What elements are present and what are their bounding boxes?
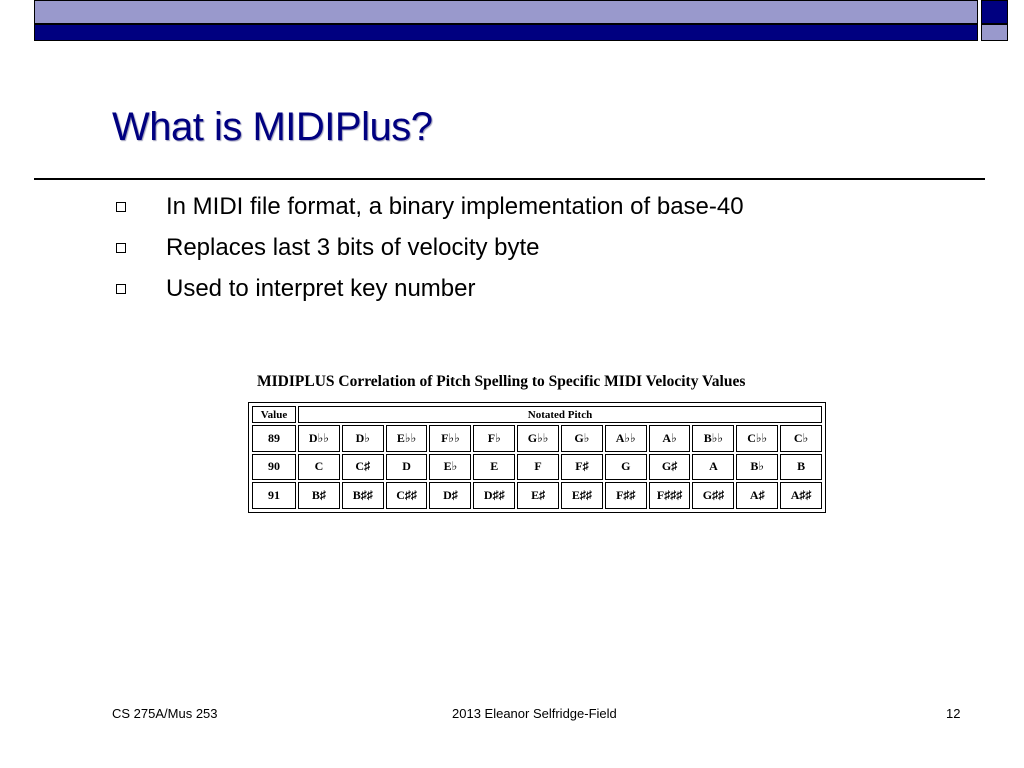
header-corner-dark [981,0,1008,24]
pitch-cell: A♭♭ [605,425,647,452]
pitch-cell: F♭♭ [429,425,471,452]
table-title: MIDIPLUS Correlation of Pitch Spelling to Specific MIDI Velocity Values [257,373,746,390]
table-grid [252,406,822,509]
header-corner-light [981,24,1008,41]
pitch-cell: C♯ [342,454,384,481]
slide-title: What is MIDIPlus? [112,105,433,149]
pitch-cell: B♯♯ [342,482,384,509]
pitch-cell: F [517,454,559,481]
pitch-cell: E♭ [429,454,471,481]
pitch-cell: F♯♯ [605,482,647,509]
square-bullet-icon [116,202,126,212]
pitch-cell: C♯♯ [386,482,428,509]
pitch-cell: F♯ [561,454,603,481]
pitch-cell: B [780,454,822,481]
pitch-cell: D♯♯ [473,482,515,509]
pitch-cell: G♯ [649,454,691,481]
header-value: Value [252,406,296,423]
pitch-cell: B♯ [298,482,340,509]
page-number: 12 [946,706,961,721]
pitch-cell: F♯♯♯ [649,482,691,509]
bullet-list [114,186,744,309]
pitch-cell: C♭ [780,425,822,452]
pitch-cell: A♯♯ [780,482,822,509]
row-value: 90 [252,454,296,481]
pitch-cell: E♯♯ [561,482,603,509]
pitch-cell: D♭♭ [298,425,340,452]
header-notated-pitch: Notated Pitch [298,406,822,423]
footer-credit: 2013 Eleanor Selfridge-Field [452,706,617,721]
pitch-cell: C [298,454,340,481]
pitch-cell: A♯ [736,482,778,509]
pitch-cell: G [605,454,647,481]
bullet-item [114,186,744,227]
pitch-cell: D♯ [429,482,471,509]
pitch-cell: E [473,454,515,481]
bullet-text: In MIDI file format, a binary implementation of base-40 [166,192,744,220]
header-band-dark [34,24,978,41]
pitch-cell: B♭ [736,454,778,481]
bullet-text: Used to interpret key number [166,274,476,302]
footer-course: CS 275A/Mus 253 [112,706,218,721]
pitch-cell: G♯♯ [692,482,734,509]
title-divider [34,178,985,180]
bullet-item [114,268,744,309]
pitch-spelling-table [248,402,826,513]
pitch-cell: D [386,454,428,481]
pitch-cell: E♭♭ [386,425,428,452]
pitch-cell: F♭ [473,425,515,452]
row-value: 91 [252,482,296,509]
row-value: 89 [252,425,296,452]
pitch-cell: E♯ [517,482,559,509]
bullet-text: Replaces last 3 bits of velocity byte [166,233,540,261]
square-bullet-icon [116,243,126,253]
pitch-cell: G♭♭ [517,425,559,452]
pitch-cell: A [692,454,734,481]
square-bullet-icon [116,284,126,294]
pitch-cell: B♭♭ [692,425,734,452]
bullet-item [114,227,744,268]
pitch-cell: D♭ [342,425,384,452]
pitch-cell: C♭♭ [736,425,778,452]
header-band-light [34,0,978,24]
pitch-cell: A♭ [649,425,691,452]
pitch-cell: G♭ [561,425,603,452]
